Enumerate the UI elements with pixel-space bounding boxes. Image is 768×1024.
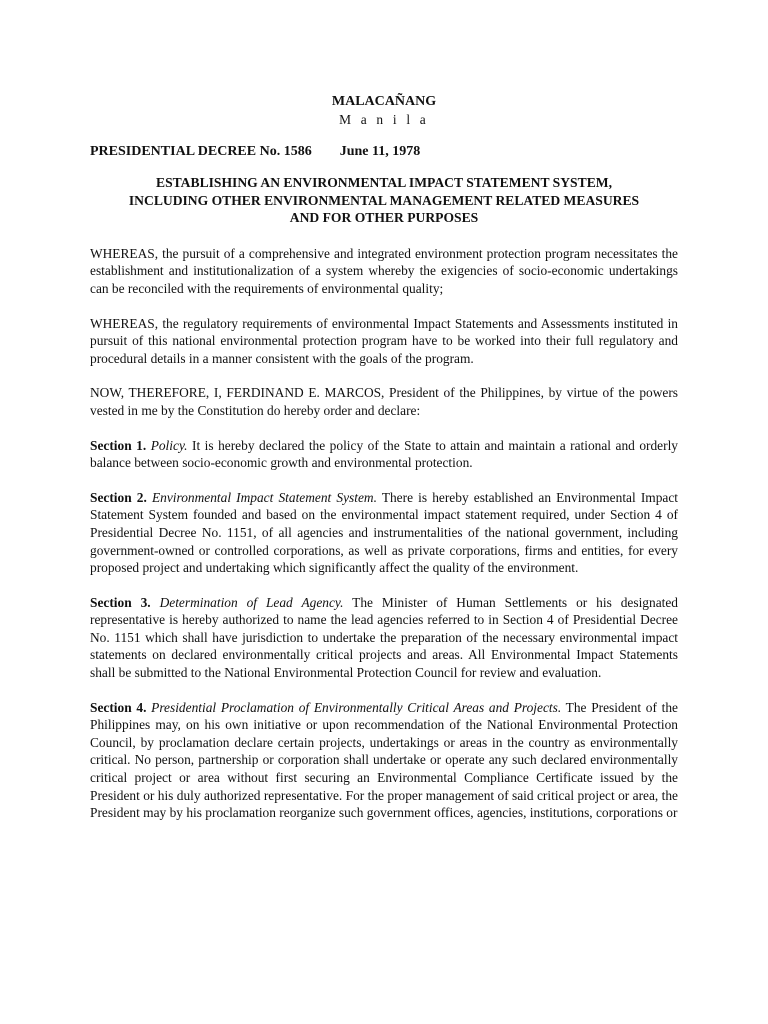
enacting-clause: NOW, THEREFORE, I, FERDINAND E. MARCOS, President of the Philippines, by virtue of the powers vested in me by the Constitution do hereby order and declare: <box>90 385 678 418</box>
issuing-location: M a n i l a <box>339 112 429 127</box>
section-heading: Presidential Proclamation of Environmentally Critical Areas and Projects. <box>151 699 562 715</box>
section-3 <box>90 594 678 682</box>
section-label: Section 1. <box>90 437 147 453</box>
decree-title-line: ESTABLISHING AN ENVIRONMENTAL IMPACT STATEMENT SYSTEM, <box>156 175 612 190</box>
section-2 <box>90 489 678 577</box>
section-heading: Policy. <box>150 437 188 453</box>
decree-line <box>90 143 678 161</box>
decree-title-line: INCLUDING OTHER ENVIRONMENTAL MANAGEMENT RELATED MEASURES <box>128 192 640 208</box>
section-label: Section 2. <box>90 489 147 505</box>
decree-title <box>90 174 678 227</box>
section-text: There is hereby established an Environmental Impact Statement System founded and based on the environmental impact statement required, under Section 4 of Presidential Decree No. 1151, of all agencies and instrumentalities of the national government, including government-owned or controlled corporations, as well as private corporations, firms and entities, for every proposed project and undertaking which significantly affect the quality of the environment. <box>90 489 679 576</box>
section-4 <box>90 699 678 822</box>
decree-date: June 11, 1978 <box>339 144 421 159</box>
whereas-clause-1: WHEREAS, the pursuit of a comprehensive and integrated environment protection program necessitates the establishment and institutionalization of a system whereby the exigencies of socio-economic undertakings can be reconciled with the requirements of environmental quality; <box>90 245 678 296</box>
decree-number: PRESIDENTIAL DECREE No. 1586 <box>90 144 312 159</box>
section-text: The President of the Philippines may, on his own initiative or upon recommendation of the National Environmental Protection Council, by proclamation declare certain projects, undertakings or areas in the country as environmentally critical. No person, partnership or corporation shall undertake or operate any such declared environmentally critical project or area without first securing an Environmental Compliance Certificate issued by the President or his duly authorized representative. For the proper management of said critical project or area, the President may by his proclamation reorganize such government offices, agencies, institutions, corporations or <box>90 699 678 821</box>
section-text: It is hereby declared the policy of the State to attain and maintain a rational and orderly balance between socio-economic growth and environmental protection. <box>90 437 678 471</box>
section-label: Section 3. <box>90 594 151 610</box>
section-text: The Minister of Human Settlements or his designated representative is hereby authorized to name the lead agencies referred to in Section 4 of Presidential Decree No. 1151 which shall have jurisdiction to undertake the preparation of the necessary environmental impact statements on declared environmentally critical projects and areas. All Environmental Impact Statements shall be submitted to the National Environmental Protection Council for review and evaluation. <box>90 594 678 681</box>
decree-title-line: AND FOR OTHER PURPOSES <box>289 210 479 226</box>
whereas-clause-2: WHEREAS, the regulatory requirements of environmental Impact Statements and Assessments instituted in pursuit of this national environmental protection program have to be worked into their full regulatory and procedural details in a manner consistent with the goals of the program. <box>90 315 678 366</box>
section-heading: Environmental Impact Statement System. <box>151 489 377 505</box>
section-1 <box>90 437 678 472</box>
section-heading: Determination of Lead Agency. <box>159 594 344 610</box>
issuing-office: MALACAÑANG <box>331 94 437 109</box>
section-label: Section 4. <box>90 699 147 715</box>
